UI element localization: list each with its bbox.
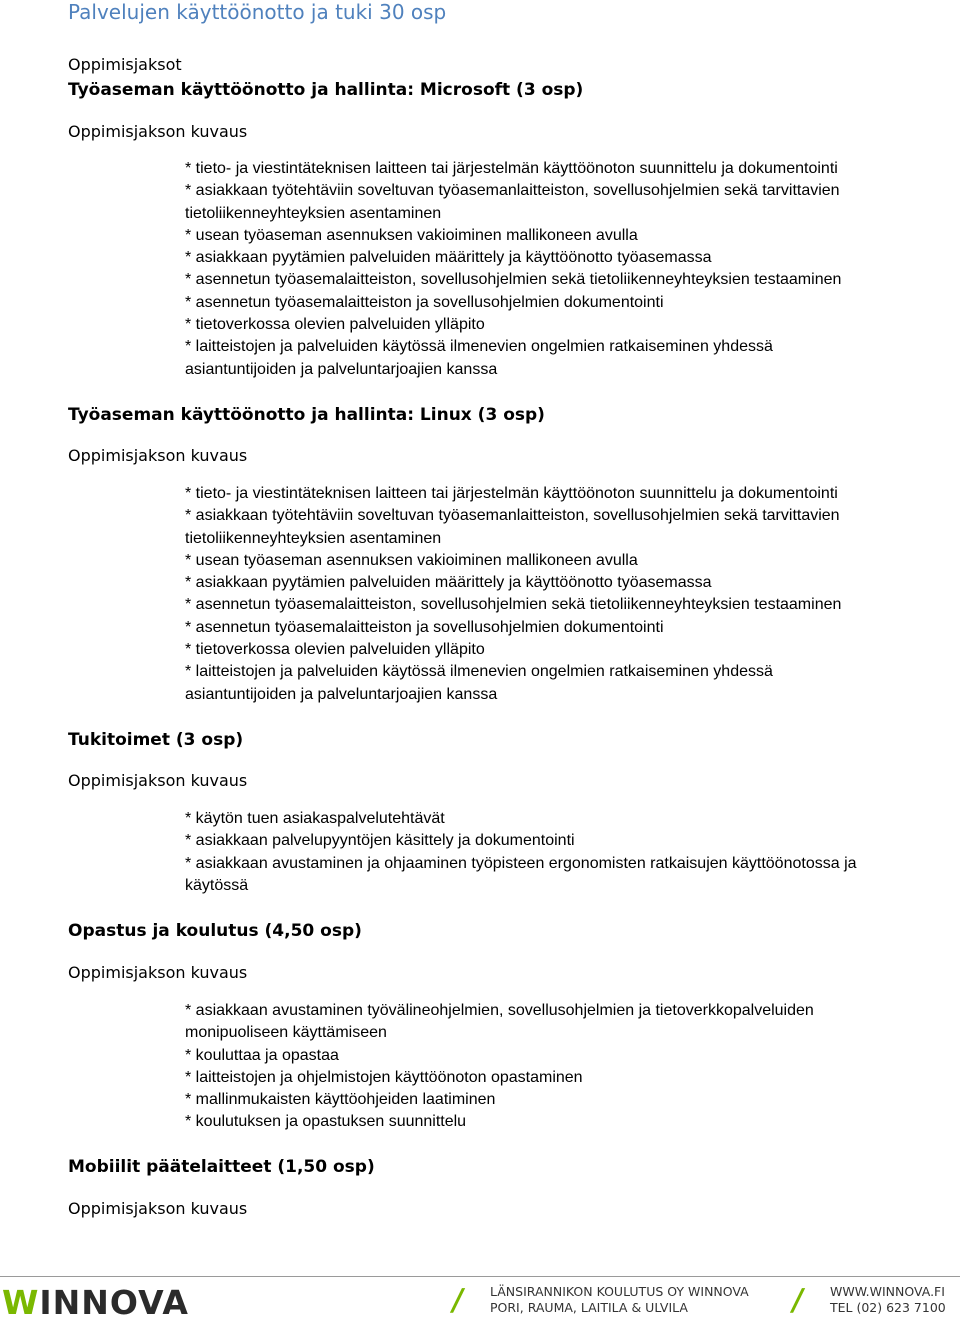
line: * tieto- ja viestintäteknisen laitteen tai järjestelmän käyttöönoton suunnittelu ja dokumentointi	[185, 160, 838, 177]
line: * laitteistojen ja palveluiden käytössä ilmenevien ongelmien ratkaiseminen yhdessä	[185, 663, 773, 681]
line: tietoliikenneyhteyksien asentaminen	[185, 204, 442, 222]
winnova-logo: WINNOVA	[2, 1283, 189, 1322]
section-label: Oppimisjakson kuvaus	[68, 122, 248, 141]
line: asiantuntijoiden ja palveluntarjoajien kanssa	[185, 685, 498, 703]
footer-org-name: LÄNSIRANNIKON KOULUTUS OY WINNOVA	[490, 1284, 749, 1299]
section-label: Oppimisjakson kuvaus	[68, 771, 248, 790]
line: * käytön tuen asiakaspalvelutehtävät	[185, 810, 445, 827]
section-lines-tukitoimet	[185, 808, 857, 897]
page-title: Palvelujen käyttöönotto ja tuki 30 osp	[68, 0, 447, 24]
line: * asennetun työasemalaitteiston, sovellusohjelmien sekä tietoliikenneyhteyksien testaaminen	[185, 596, 842, 614]
line: * asennetun työasemalaitteiston ja sovellusohjelmien dokumentointi	[185, 293, 664, 311]
line: * mallinmukaisten käyttöohjeiden laatiminen	[185, 1091, 496, 1109]
line: * asiakkaan työtehtäviin soveltuvan työasemanlaitteiston, sovellusohjelmien sekä tarvittavien	[185, 507, 840, 525]
line: * asiakkaan palvelupyyntöjen käsittely ja dokumentointi	[185, 832, 575, 850]
section-label: Oppimisjakson kuvaus	[68, 1199, 248, 1218]
line: * asiakkaan pyytämien palveluiden määrittely ja käyttöönotto työasemassa	[185, 574, 712, 592]
section-label: Oppimisjakson kuvaus	[68, 446, 248, 465]
line: * asennetun työasemalaitteiston, sovellusohjelmien sekä tietoliikenneyhteyksien testaaminen	[185, 271, 842, 289]
section-heading-opastus: Opastus ja koulutus (4,50 osp)	[68, 921, 362, 941]
line: * tietoverkossa olevien palveluiden ylläpito	[185, 316, 485, 334]
line: tietoliikenneyhteyksien asentaminen	[185, 529, 442, 547]
subtitle: Oppimisjaksot	[68, 55, 182, 74]
line: * asiakkaan työtehtäviin soveltuvan työasemanlaitteiston, sovellusohjelmien sekä tarvittavien	[185, 182, 840, 200]
slash-icon: /	[448, 1283, 467, 1318]
line: * asiakkaan avustaminen työvälineohjelmien, sovellusohjelmien ja tietoverkkopalveluiden	[185, 1002, 814, 1019]
section-heading-microsoft: Työaseman käyttöönotto ja hallinta: Microsoft (3 osp)	[68, 80, 584, 100]
footer-website[interactable]: WWW.WINNOVA.FI	[830, 1284, 945, 1299]
section-heading-linux: Työaseman käyttöönotto ja hallinta: Linux (3 osp)	[68, 405, 545, 425]
line: * asennetun työasemalaitteiston ja sovellusohjelmien dokumentointi	[185, 618, 664, 636]
footer-divider	[0, 1276, 960, 1277]
footer-org-locations: PORI, RAUMA, LAITILA & ULVILA	[490, 1300, 688, 1315]
line: monipuoliseen käyttämiseen	[185, 1024, 387, 1042]
slash-icon: /	[788, 1283, 807, 1318]
section-lines-linux	[185, 483, 841, 706]
line: * koulutuksen ja opastuksen suunnittelu	[185, 1113, 467, 1131]
section-label: Oppimisjakson kuvaus	[68, 963, 248, 982]
footer-phone: TEL (02) 623 7100	[830, 1300, 946, 1315]
line: * kouluttaa ja opastaa	[185, 1046, 339, 1064]
line: asiantuntijoiden ja palveluntarjoajien kanssa	[185, 360, 498, 378]
section-lines-microsoft	[185, 158, 841, 381]
line: * laitteistojen ja palveluiden käytössä ilmenevien ongelmien ratkaiseminen yhdessä	[185, 338, 773, 356]
line: * tieto- ja viestintäteknisen laitteen tai järjestelmän käyttöönoton suunnittelu ja dokumentointi	[185, 485, 838, 502]
line: * laitteistojen ja ohjelmistojen käyttöönoton opastaminen	[185, 1068, 583, 1086]
section-lines-opastus	[185, 1000, 814, 1134]
section-heading-mobiilit: Mobiilit päätelaitteet (1,50 osp)	[68, 1157, 375, 1177]
section-heading-tukitoimet: Tukitoimet (3 osp)	[68, 730, 244, 750]
line: * usean työaseman asennuksen vakioiminen mallikoneen avulla	[185, 226, 638, 244]
line: * tietoverkossa olevien palveluiden ylläpito	[185, 641, 485, 659]
line: * usean työaseman asennuksen vakioiminen mallikoneen avulla	[185, 551, 638, 569]
line: * asiakkaan avustaminen ja ohjaaminen työpisteen ergonomisten ratkaisujen käyttöönotossa ja	[185, 854, 857, 872]
line: käytössä	[185, 876, 249, 894]
line: * asiakkaan pyytämien palveluiden määrittely ja käyttöönotto työasemassa	[185, 249, 712, 267]
